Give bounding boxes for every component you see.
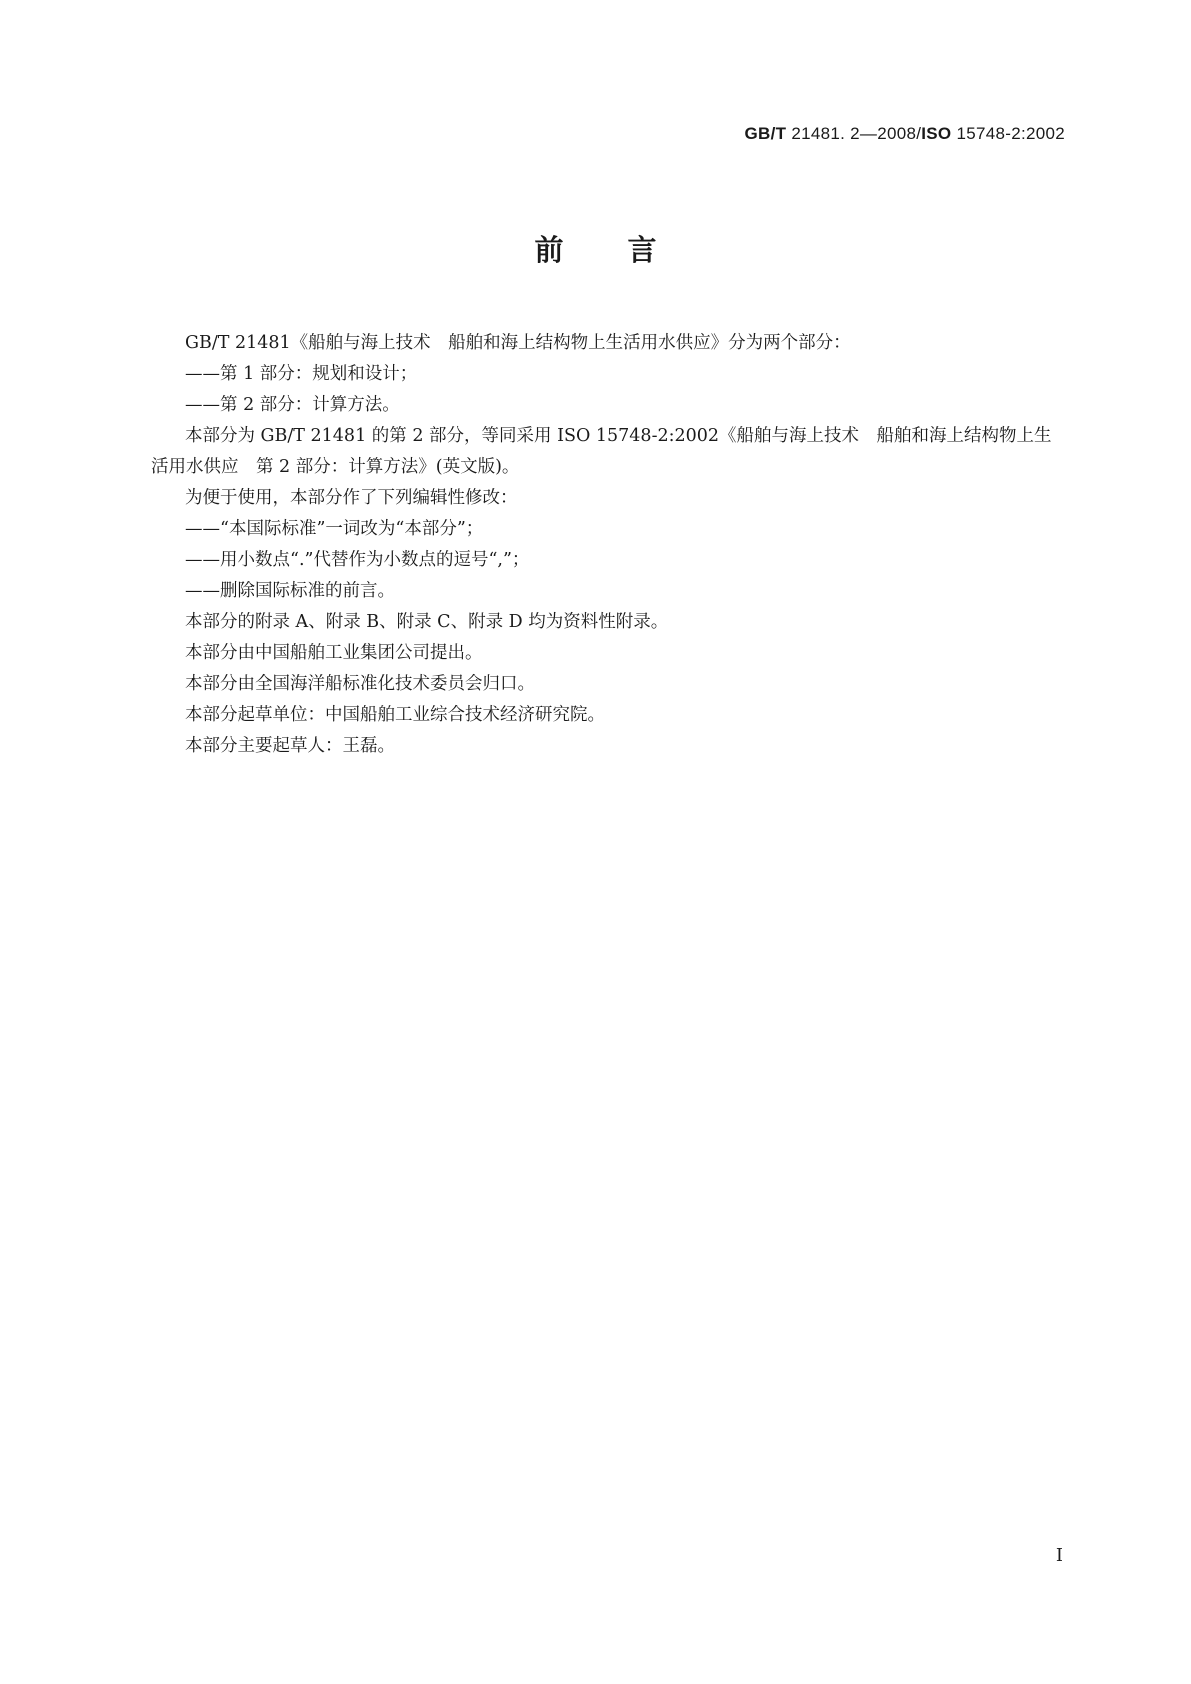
paragraph-part-1: ——第 1 部分：规划和设计； bbox=[185, 364, 418, 384]
paragraph-intro: GB/T 21481《船舶与海上技术 船舶和海上结构物上生活用水供应》分为两个部分： bbox=[185, 333, 851, 353]
foreword-body bbox=[151, 328, 1061, 762]
header-iso-number: 15748-2:2002 bbox=[951, 124, 1065, 143]
paragraph-committee: 本部分由全国海洋船标准化技术委员会归口。 bbox=[185, 674, 535, 694]
page-title: 前言 bbox=[534, 233, 721, 267]
paragraph-part-2: ——第 2 部分：计算方法。 bbox=[185, 395, 400, 415]
paragraph-annexes: 本部分的附录 A、附录 B、附录 C、附录 D 均为资料性附录。 bbox=[185, 612, 669, 632]
paragraph-drafting-unit: 本部分起草单位：中国船舶工业综合技术经济研究院。 bbox=[185, 705, 605, 725]
paragraph-proposer: 本部分由中国船舶工业集团公司提出。 bbox=[185, 643, 483, 663]
header-prefix: GB/T bbox=[744, 124, 787, 143]
paragraph-change-1: ——“本国际标准”一词改为“本部分”； bbox=[185, 519, 484, 539]
paragraph-drafter: 本部分主要起草人：王磊。 bbox=[185, 736, 395, 756]
paragraph-editorial-changes: 为便于使用，本部分作了下列编辑性修改： bbox=[185, 488, 518, 508]
header-number: 21481. 2—2008/ bbox=[786, 124, 922, 143]
standard-number-header bbox=[744, 124, 1065, 144]
paragraph-change-3: ——删除国际标准的前言。 bbox=[185, 581, 395, 601]
header-iso-prefix: ISO bbox=[921, 124, 952, 143]
paragraph-change-2: ——用小数点“.”代替作为小数点的逗号“,”； bbox=[185, 550, 530, 570]
paragraph-adoption: 本部分为 GB/T 21481 的第 2 部分，等同采用 ISO 15748-2:2002《船舶与海上技术 船舶和海上结构物上生活用水供应 第 2 部分：计算方法》(英文版)。 bbox=[151, 426, 1052, 477]
page-number: I bbox=[1055, 1545, 1063, 1566]
